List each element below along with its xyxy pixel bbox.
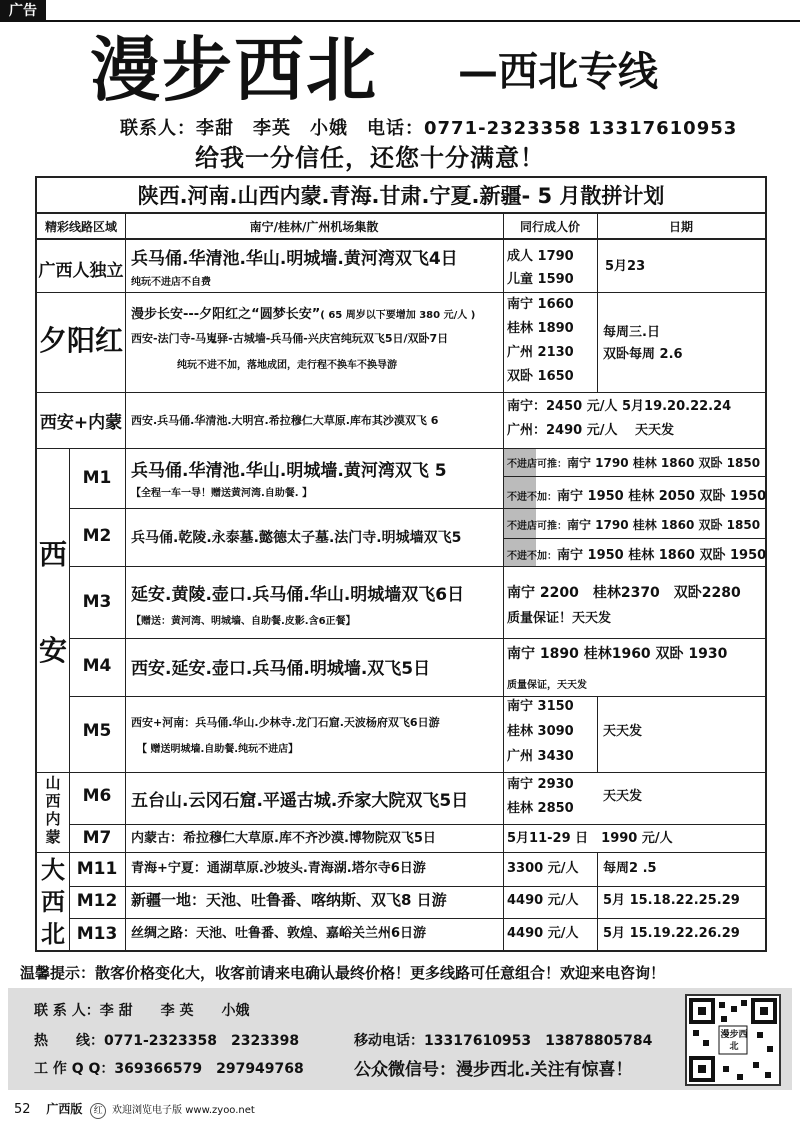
site-link[interactable]: 欢迎浏览电子版 www.zyoo.net [112,1105,255,1116]
route-code: M4 [82,656,112,676]
price-line: 南宁 2200 桂林2370 双卧2280 [507,585,741,601]
date: 5月23 [605,259,646,274]
option-prices: 南宁 1950 桂林 2050 双卧 1950 [557,489,767,504]
grid-line [597,214,598,240]
price-child: 儿童 1590 [507,272,574,287]
region-xian: 安 [38,634,67,667]
route-code: M7 [82,828,112,848]
region-xian-neimeng: 西安+内蒙 [39,413,123,433]
route-title: 新疆一地：天池、吐鲁番、喀纳斯、双飞8 日游 [131,891,447,909]
price-line: 4490 元/人 [507,926,579,941]
route-code: M12 [76,891,118,911]
date: 天天发 [603,724,643,739]
row-line [503,476,765,477]
price-nanning: 南宁：2450 元/人 5月19.20.22.24 [507,399,732,414]
date: 每周2 .5 [603,861,657,876]
route-title: 内蒙古：希拉穆仁大草原.库不齐沙漠.博物院双飞5日 [131,831,436,846]
region-char: 西 [41,888,65,916]
route-note: 【全程一车一导！赠送黄河湾.自助餐. 】 [131,488,313,499]
option-tag: 不进不加： [507,551,557,562]
date: 5月 15.19.22.26.29 [603,926,740,941]
row-line [69,824,765,825]
price-option [507,544,766,563]
header-region: 精彩线路区域 [37,214,125,240]
option-prices: 南宁 1790 桂林 1860 双卧 1850 [567,518,761,532]
row-line [69,508,765,509]
price-nanning: 南宁 3150 [507,699,574,714]
route-title: 丝绸之路：天池、吐鲁番、敦煌、嘉峪关兰州6日游 [131,926,427,941]
region-daxibei [37,854,69,950]
region-char: 大 [41,856,65,884]
price-line: 3300 元/人 [507,861,579,876]
qr-code-icon [685,994,781,1086]
date: 天天发 [603,789,643,804]
grid-line [597,852,598,950]
row-line [69,886,765,887]
row-line [37,448,765,449]
date: 5月 15.18.22.25.29 [603,893,740,908]
route-title: 五台山.云冈石窟.平遥古城.乔家大院双飞5日 [131,791,469,811]
route-title: 西安.延安.壶口.兵马俑.明城墙.双飞5日 [131,659,431,679]
schedule-table [35,176,767,952]
region-char: 西 [45,792,61,810]
route-title: 青海+宁夏：通湖草原.沙坡头.青海湖.塔尔寺6日游 [131,861,426,876]
route-title: 西安+河南：兵马俑.华山.少林寺.龙门石窟.天波杨府双飞6日游 [131,716,440,729]
footer-wechat: 公众微信号：漫步西北.关注有惊喜！ [354,1060,633,1080]
price-nanning: 南宁 1660 [507,297,574,312]
row-line [69,638,765,639]
footer-mobile: 移动电话：13317610953 13878805784 [354,1033,653,1049]
price-line: 4490 元/人 [507,893,579,908]
route-code: M11 [76,859,118,879]
route-title: 西安.兵马俑.华清池.大明宫.希拉穆仁大草原.库布其沙漠双飞 6 [131,414,439,427]
region-xian: 西 [38,538,67,571]
guarantee: 质量保证，天天发 [507,680,587,691]
price-line: 5月11-29 日 1990 元/人 [507,831,673,846]
top-rule [46,20,800,22]
route-code: M1 [82,468,112,488]
page-number: 52 [14,1102,31,1117]
price-adult: 成人 1790 [507,249,574,264]
brand-title: 漫步西北 [90,28,378,111]
header-route: 南宁/桂林/广州机场集散 [125,214,503,240]
region-xiyanghong: 夕阳红 [38,324,123,357]
route-note: 纯玩不进不加，落地成团，走行程不换车不换导游 [177,360,397,371]
ad-tag: 广告 [0,0,46,22]
option-tag: 不进店可推： [507,459,567,470]
price-guangzhou: 广州 2130 [507,345,574,360]
table-title: 陕西.河南.山西内蒙.青海.甘肃.宁夏.新疆- 5 月散拼计划 [37,178,765,214]
region-guangxi: 广西人独立 [38,261,124,281]
guarantee: 质量保证！天天发 [507,611,612,626]
route-note: 【 赠送明城墙.自助餐.纯玩不进店】 [137,744,299,755]
route-note: 【赠送：黄河湾、明城墙、自助餐.皮影.含6正餐】 [131,616,356,627]
footer-contacts [8,988,792,1090]
route-title [131,306,475,325]
region-shanxi-neimeng [37,774,69,846]
price-option [507,516,760,533]
footer-hotline: 热 线：0771-2323358 2323398 [34,1033,300,1049]
route-title: 兵马俑.华清池.华山.明城墙.黄河湾双飞4日 [131,249,458,269]
route-detail: 西安-法门寺-马嵬驿-古城墙-兵马俑-兴庆宫纯玩双飞5日/双卧7日 [131,332,449,345]
date-sleeper: 双卧每周 2.6 [603,347,683,362]
route-code: M13 [76,924,118,944]
grid-line [503,214,504,950]
region-char: 山 [45,774,61,792]
route-code: M5 [82,721,112,741]
price-guilin: 桂林 3090 [507,724,574,739]
route-title: 兵马俑.乾陵.永泰墓.懿德太子墓.法门寺.明城墙双飞5 [131,530,462,546]
slogan: 给我一分信任，还您十分满意！ [195,144,545,172]
edition: 广西版 [46,1102,83,1116]
warm-tip: 温馨提示：散客价格变化大，收客前请来电确认最终价格！更多线路可任意组合！欢迎来电咨询！ [20,964,666,982]
row-line [69,566,765,567]
region-char: 内 [45,810,61,828]
page-footer [14,1100,255,1119]
header-date: 日期 [597,214,765,240]
contact-line: 联系人：李甜 李英 小娥 电话：0771-2323358 13317610953 [120,118,738,139]
price-sleeper: 双卧 1650 [507,369,574,384]
option-tag: 不进不加： [507,492,557,503]
route-name: 漫步长安---夕阳红之“圆梦长安” [131,307,321,322]
row-line [69,696,765,697]
price-line: 南宁 1890 桂林1960 双卧 1930 [507,646,728,662]
price-option [507,454,760,471]
option-prices: 南宁 1950 桂林 1860 双卧 1950 [557,548,767,563]
header-price: 同行成人价 [503,214,597,240]
route-title: 兵马俑.华清池.华山.明城墙.黄河湾双飞 5 [131,461,447,481]
row-line [69,918,765,919]
option-tag: 不进店可推： [507,521,567,532]
route-code: M2 [82,526,112,546]
route-surcharge: ( 65 周岁以下要增加 380 元/人 ) [320,310,476,321]
qr-label: 漫步西北 [720,1030,748,1052]
grid-line [125,214,126,950]
footer-contacts-line: 联 系 人：李 甜 李 英 小娥 [34,1003,250,1019]
row-line [37,772,765,773]
brand-subtitle: —西北专线 [458,49,658,95]
row-line [37,292,765,293]
date: 每周三.日 [603,325,660,340]
row-line [503,538,765,539]
logo-icon: 红 [90,1103,106,1119]
route-title: 延安.黄陵.壶口.兵马俑.华山.明城墙双飞6日 [131,585,465,605]
price-guilin: 桂林 2850 [507,801,574,816]
grid-line [597,696,598,772]
route-code: M3 [82,592,112,612]
price-option [507,485,766,504]
price-guangzhou: 广州：2490 元/人 天天发 [507,423,674,438]
region-char: 蒙 [45,828,61,846]
route-note: 纯玩不进店不自费 [131,277,211,288]
region-char: 北 [41,920,65,948]
option-prices: 南宁 1790 桂林 1860 双卧 1850 [567,456,761,470]
price-nanning: 南宁 2930 [507,777,574,792]
price-guangzhou: 广州 3430 [507,749,574,764]
grid-line [597,240,598,392]
row-line [37,392,765,393]
route-code: M6 [82,786,112,806]
footer-qq: 工 作 Q Q：369366579 297949768 [34,1061,304,1077]
row-line [37,852,765,853]
price-guilin: 桂林 1890 [507,321,574,336]
